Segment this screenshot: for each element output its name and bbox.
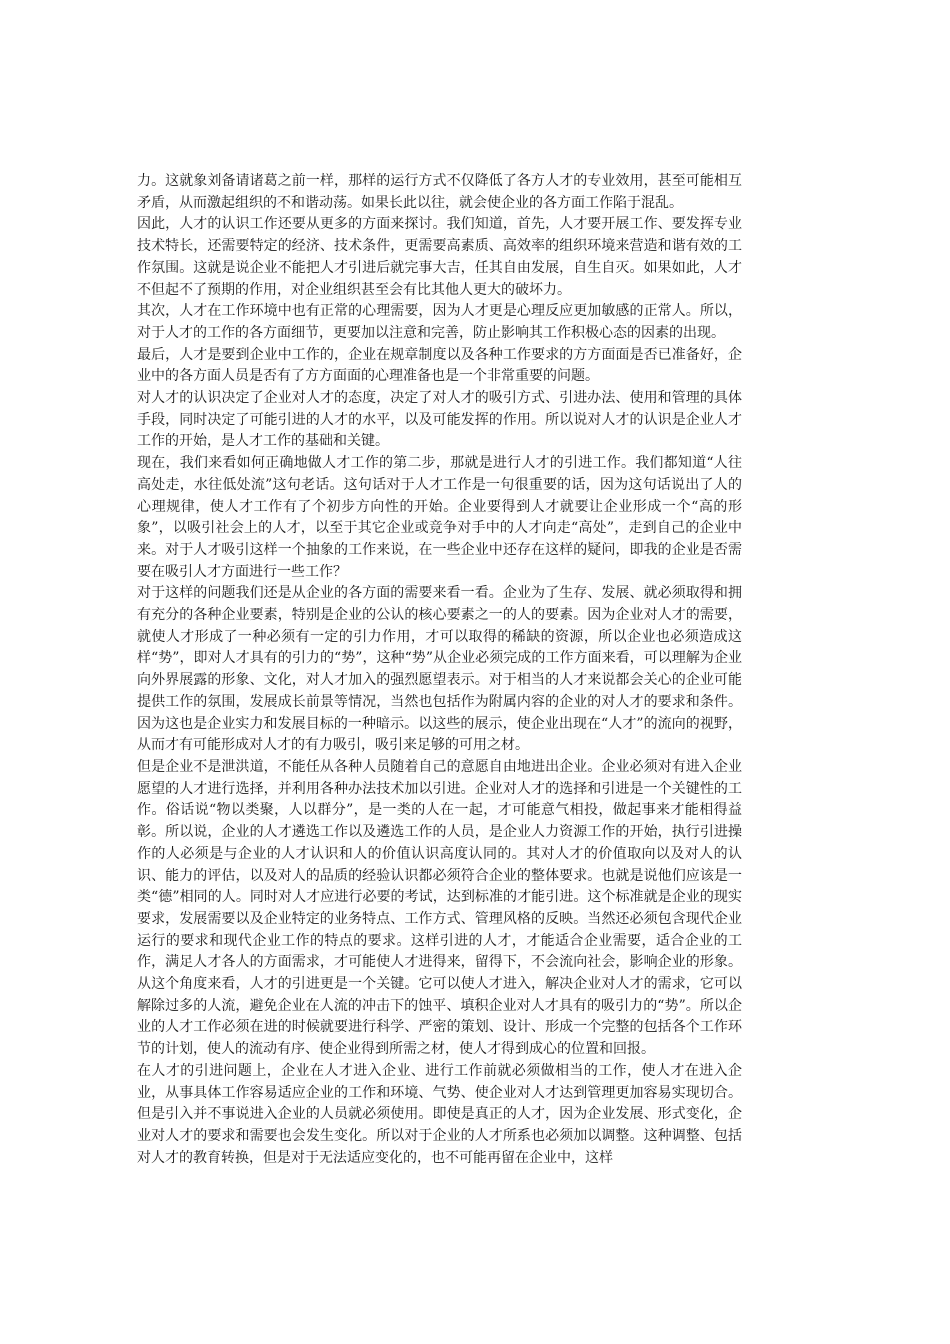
paragraph-9: 在人才的引进问题上，企业在人才进入企业、进行工作前就必须做相当的工作，使人才在进入企业，从事具体工作容易适应企业的工作和环境、气势、使企业对人才达到管理更加容易实现切合。但是引入并不事说进入企业的人员就必须使用。即使是真正的人才，因为企业发展、形式变化，企业对人才的要求和需要也会发生变化。所以对于企业的人才所系也必须加以调整。这种调整、包括对人才的教育转换，但是对于无法适应变化的，也不可能再留在企业中，这样 (137, 1062, 742, 1166)
paragraph-8: 但是企业不是泄洪道，不能任从各种人员随着自己的意愿自由地进出企业。企业必须对有进入企业愿望的人才进行选择，并利用各种办法技术加以引进。企业对人才的选择和引进是一个关键性的工作。俗话说“物以类聚，人以群分”，是一类的人在一起，才可能意气相投，做起事来才能相得益彰。所以说，企业的人才遴选工作以及遴选工作的人员，是企业人力资源工作的开始，执行引进操作的人必须是与企业的人才认识和人的价值认识高度认同的。其对人才的价值取向以及对人的认识、能力的评估，以及对人的品质的经验认识都必须符合企业的整体要求。也就是说他们应该是一类“德”相同的人。同时对人才应进行必要的考试，达到标准的才能引进。这个标准就是企业的现实要求，发展需要以及企业特定的业务特点、工作方式、管理风格的反映。当然还必须包含现代企业运行的要求和现代企业工作的特点的要求。这样引进的人才，才能适合企业需要，适合企业的工作，满足人才各人的方面需求，才可能使人才进得来，留得下，不会流向社会，影响企业的形象。从这个角度来看，人才的引进更是一个关键。它可以使人才进入，解决企业对人才的需求，它可以解除过多的人流，避免企业在人流的冲击下的蚀平、填积企业对人才具有的吸引力的“势”。所以企业的人才工作必须在进的时候就要进行科学、严密的策划、设计、形成一个完整的包括各个工作环节的计划，使人的流动有序、使企业得到所需之材，使人才得到成心的位置和回报。 (137, 758, 742, 1058)
paragraph-4: 最后，人才是要到企业中工作的，企业在规章制度以及各种工作要求的方方面面是否已准备好，企业中的各方面人员是否有了方方面面的心理准备也是一个非常重要的问题。 (137, 346, 742, 385)
paragraph-5: 对人才的认识决定了企业对人才的态度，决定了对人才的吸引方式、引进办法、使用和管理的具体手段，同时决定了可能引进的人才的水平，以及可能发挥的作用。所以说对人才的认识是企业人才工作的开始，是人才工作的基础和关键。 (137, 390, 742, 450)
paragraph-6: 现在，我们来看如何正确地做人才工作的第二步，那就是进行人才的引进工作。我们都知道“人往高处走，水往低处流”这句老话。这句话对于人才工作是一句很重要的话，因为这句话说出了人的心理规律，使人才工作有了个初步方向性的开始。企业要得到人才就要让企业形成一个“高的形象”，以吸引社会上的人才，以至于其它企业或竞争对手中的人才向走“高处”，走到自己的企业中来。对于人才吸引这样一个抽象的工作来说，在一些企业中还存在这样的疑问，即我的企业是否需要在吸引人才方面进行一些工作？ (137, 455, 742, 580)
paragraph-2: 因此，人才的认识工作还要从更多的方面来探讨。我们知道，首先，人才要开展工作、要发挥专业技术特长，还需要特定的经济、技术条件，更需要高素质、高效率的组织环境来营造和谐有效的工作氛围。这就是说企业不能把人才引进后就完事大吉，任其自由发展，自生自灭。如果如此，人才不但起不了预期的作用，对企业组织甚至会有比其他人更大的破坏力。 (137, 216, 742, 298)
paragraph-1: 力。这就象刘备请诸葛之前一样，那样的运行方式不仅降低了各方人才的专业效用，甚至可能相互矛盾，从而激起组织的不和谐动荡。如果长此以往，就会使企业的各方面工作陷于混乱。 (137, 173, 742, 211)
paragraph-3: 其次，人才在工作环境中也有正常的心理需要，因为人才更是心理反应更加敏感的正常人。所以，对于人才的工作的各方面细节，更要加以注意和完善，防止影响其工作积极心态的因素的出现。 (137, 303, 742, 341)
document-body (137, 171, 742, 1169)
paragraph-7: 对于这样的问题我们还是从企业的各方面的需要来看一看。企业为了生存、发展、就必须取得和拥有充分的各种企业要素，特别是企业的公认的核心要素之一的人的要素。因为企业对人才的需要，就使人才形成了一种必须有一定的引力作用，才可以取得的稀缺的资源，所以企业也必须造成这样“势”，即对人才具有的引力的“势”，这种“势”从企业必须完成的工作方面来看，可以理解为企业向外界展露的形象、文化，对人才加入的强烈愿望表示。对于相当的人才来说都会关心的企业可能提供工作的氛围，发展成长前景等情况，当然也包括作为附属内容的企业的对人才的要求和条件。因为这也是企业实力和发展目标的一种暗示。以这些的展示，使企业出现在“人才”的流向的视野，从而才有可能形成对人才的有力吸引，吸引来足够的可用之材。 (137, 585, 742, 754)
